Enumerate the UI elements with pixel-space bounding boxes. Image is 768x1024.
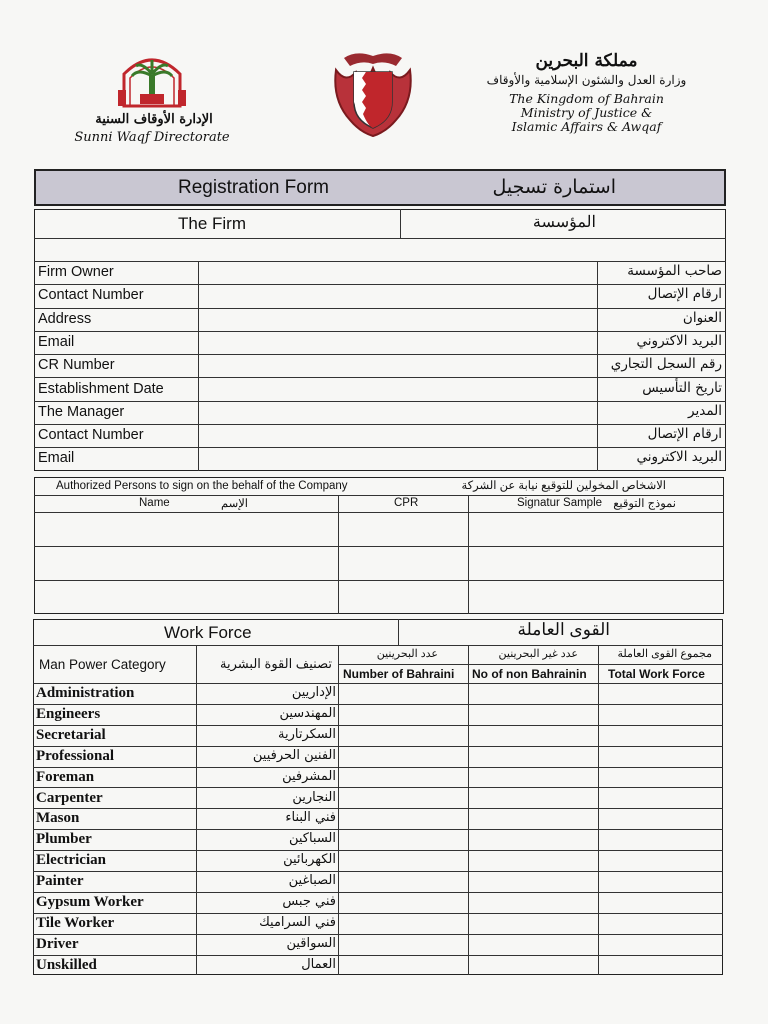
- category-label-ar: الفنين الحرفيين: [252, 747, 336, 763]
- nonbahraini-count-input[interactable]: [468, 725, 598, 746]
- col-nonbahraini-ar: عدد غير البحرينين: [498, 648, 578, 660]
- workforce-title-ar: القوى العاملة: [517, 620, 610, 639]
- total-count-input[interactable]: [598, 913, 728, 934]
- col-nonbahraini-en: No of non Bahrainin: [472, 667, 587, 681]
- total-count-input[interactable]: [598, 788, 728, 809]
- bahraini-count-input[interactable]: [338, 683, 468, 704]
- form-title-en: Registration Form: [178, 177, 329, 198]
- firm-field-label-ar: رقم السجل التجاري: [610, 356, 722, 373]
- firm-title-ar: المؤسسة: [532, 214, 596, 231]
- nonbahraini-count-input[interactable]: [468, 892, 598, 913]
- kingdom-arabic: مملكة البحرين: [535, 51, 638, 71]
- col-bahraini-en: Number of Bahraini: [343, 667, 455, 681]
- category-label-ar: السباكين: [288, 831, 336, 847]
- firm-field-input[interactable]: [198, 331, 598, 354]
- total-count-input[interactable]: [598, 934, 728, 955]
- authorized-title-en: Authorized Persons to sign on the behalf of the Company: [56, 480, 348, 492]
- firm-field-input[interactable]: [198, 401, 598, 424]
- workforce-row: [33, 746, 723, 767]
- nonbahraini-count-input[interactable]: [468, 934, 598, 955]
- workforce-title-en: Work Force: [164, 623, 252, 642]
- bahraini-count-input[interactable]: [338, 934, 468, 955]
- firm-field-input[interactable]: [198, 308, 598, 331]
- firm-field-label-ar: صاحب المؤسسة: [627, 263, 722, 279]
- category-label-en: Administration: [36, 685, 135, 701]
- firm-title-en: The Firm: [178, 214, 246, 233]
- nonbahraini-count-input[interactable]: [468, 746, 598, 767]
- category-label-ar: الإداريين: [291, 685, 336, 700]
- workforce-row: [33, 704, 723, 725]
- bahraini-count-input[interactable]: [338, 850, 468, 871]
- nonbahraini-count-input[interactable]: [468, 788, 598, 809]
- category-label-en: Secretarial: [36, 726, 106, 743]
- category-label-en: Foreman: [36, 768, 95, 785]
- workforce-row: [33, 934, 723, 955]
- firm-field-row: [34, 378, 726, 401]
- col-signature-ar: نموذج التوقيع: [613, 498, 676, 510]
- category-label-en: Professional: [36, 747, 115, 764]
- col-cpr: CPR: [394, 497, 419, 509]
- category-label-ar: النجارين: [292, 789, 336, 805]
- bahraini-count-input[interactable]: [338, 704, 468, 725]
- category-label-ar: المشرفين: [282, 768, 336, 784]
- category-label-ar: الصباغين: [288, 873, 336, 889]
- coat-of-arms-icon: [330, 50, 416, 138]
- firm-field-label-en: Contact Number: [38, 287, 144, 304]
- signer-row[interactable]: [34, 580, 724, 614]
- nonbahraini-count-input[interactable]: [468, 871, 598, 892]
- firm-field-input[interactable]: [198, 378, 598, 401]
- firm-field-row: [34, 354, 726, 377]
- firm-field-label-ar: البريد الاكتروني: [636, 332, 722, 349]
- category-label-ar: السكرتارية: [278, 726, 336, 742]
- ministry-english-2: Islamic Affairs & Awqaf: [511, 119, 662, 134]
- category-label-ar: المهندسين: [279, 705, 336, 721]
- category-label-ar: الكهربائين: [283, 852, 336, 868]
- total-count-input[interactable]: [598, 829, 728, 850]
- form-title-ar: استمارة تسجيل: [492, 176, 616, 198]
- total-count-input[interactable]: [598, 871, 728, 892]
- authorized-title-ar: الاشخاص المخولين للتوقيع نيابة عن الشركة: [461, 480, 666, 492]
- firm-field-row: [34, 308, 726, 331]
- nonbahraini-count-input[interactable]: [468, 808, 598, 829]
- col-bahraini-ar: عدد البحرينين: [376, 648, 438, 660]
- firm-field-label-ar: العنوان: [682, 309, 722, 326]
- waqf-emblem-icon: [116, 50, 188, 108]
- firm-field-label-en: Email: [38, 333, 75, 350]
- firm-field-label-en: Firm Owner: [38, 264, 114, 280]
- firm-field-row: [34, 424, 726, 447]
- firm-field-row: [34, 401, 726, 424]
- firm-field-input[interactable]: [198, 447, 598, 470]
- nonbahraini-count-input[interactable]: [468, 850, 598, 871]
- bahraini-count-input[interactable]: [338, 955, 468, 976]
- total-count-input[interactable]: [598, 955, 728, 976]
- col-category-en: Man Power Category: [39, 657, 166, 672]
- workforce-row: [33, 829, 723, 850]
- firm-field-label-ar: ارقام الإتصال: [647, 426, 722, 443]
- total-count-input[interactable]: [598, 725, 728, 746]
- bahraini-count-input[interactable]: [338, 913, 468, 934]
- category-label-ar: فني البناء: [285, 810, 336, 826]
- workforce-row: [33, 788, 723, 809]
- firm-field-row: [34, 447, 726, 470]
- waqf-arabic-name: الإدارة الأوقاف السنية: [95, 112, 213, 127]
- ministry-logo: [484, 50, 689, 150]
- firm-field-row: [34, 284, 726, 307]
- category-label-en: Plumber: [36, 831, 92, 848]
- category-label-ar: فني السراميك: [259, 914, 336, 930]
- firm-field-input[interactable]: [198, 424, 598, 447]
- category-label-en: Carpenter: [36, 789, 103, 806]
- workforce-row: [33, 871, 723, 892]
- workforce-row: [33, 767, 723, 788]
- col-name-en: Name: [139, 497, 170, 509]
- nonbahraini-count-input[interactable]: [468, 767, 598, 788]
- bahraini-count-input[interactable]: [338, 871, 468, 892]
- ministry-english-1: Ministry of Justice &: [520, 105, 653, 120]
- category-label-ar: فني جبس: [282, 894, 336, 909]
- firm-field-input[interactable]: [198, 284, 598, 307]
- firm-field-row: [34, 331, 726, 354]
- workforce-row: [33, 913, 723, 934]
- bahrain-coat-of-arms: [330, 50, 416, 138]
- kingdom-english: The Kingdom of Bahrain: [509, 91, 664, 106]
- bahraini-count-input[interactable]: [338, 746, 468, 767]
- col-category-ar: تصنيف القوة البشرية: [220, 656, 332, 671]
- total-count-input[interactable]: [598, 808, 728, 829]
- bahraini-count-input[interactable]: [338, 725, 468, 746]
- nonbahraini-count-input[interactable]: [468, 704, 598, 725]
- workforce-row: [33, 955, 723, 976]
- total-count-input[interactable]: [598, 683, 728, 704]
- total-count-input[interactable]: [598, 850, 728, 871]
- workforce-row: [33, 892, 723, 913]
- firm-field-input[interactable]: [198, 261, 598, 284]
- workforce-row: [33, 683, 723, 704]
- category-label-en: Tile Worker: [36, 914, 115, 931]
- firm-field-label-en: Contact Number: [38, 427, 144, 444]
- nonbahraini-count-input[interactable]: [468, 955, 598, 976]
- firm-field-label-en: The Manager: [38, 403, 125, 420]
- firm-field-label-ar: ارقام الإتصال: [647, 286, 722, 303]
- sunni-waqf-logo: [58, 48, 248, 148]
- form-title-bar: [34, 169, 726, 206]
- signer-row[interactable]: [34, 546, 724, 580]
- total-count-input[interactable]: [598, 767, 728, 788]
- ministry-arabic: وزارة العدل والشئون الإسلامية والأوقاف: [486, 73, 687, 87]
- nonbahraini-count-input[interactable]: [468, 829, 598, 850]
- category-label-en: Gypsum Worker: [36, 894, 144, 910]
- firm-field-label-ar: البريد الاكتروني: [636, 449, 722, 466]
- firm-field-label-ar: تاريخ التأسيس: [642, 379, 722, 396]
- workforce-row: [33, 808, 723, 829]
- bahraini-count-input[interactable]: [338, 829, 468, 850]
- category-label-ar: العمال: [301, 956, 336, 972]
- category-label-en: Electrician: [36, 852, 106, 869]
- firm-field-row: [34, 261, 726, 284]
- category-label-en: Painter: [36, 873, 84, 890]
- total-count-input[interactable]: [598, 892, 728, 913]
- total-count-input[interactable]: [598, 746, 728, 767]
- workforce-row: [33, 725, 723, 746]
- bahraini-count-input[interactable]: [338, 808, 468, 829]
- firm-field-input[interactable]: [198, 354, 598, 377]
- col-signature-en: Signatur Sample: [517, 497, 603, 509]
- category-label-en: Unskilled: [36, 956, 97, 973]
- firm-field-label-en: Establishment Date: [38, 380, 164, 397]
- firm-field-label-en: Email: [38, 450, 75, 467]
- bahraini-count-input[interactable]: [338, 767, 468, 788]
- category-label-ar: السواقين: [286, 935, 336, 951]
- total-count-input[interactable]: [598, 704, 728, 725]
- col-name-ar: الإسم: [220, 498, 248, 510]
- bahraini-count-input[interactable]: [338, 788, 468, 809]
- nonbahraini-count-input[interactable]: [468, 913, 598, 934]
- category-label-en: Engineers: [36, 705, 101, 722]
- firm-field-label-en: CR Number: [38, 357, 115, 374]
- col-total-ar: مجموع القوى العاملة: [617, 648, 712, 660]
- bahraini-count-input[interactable]: [338, 892, 468, 913]
- category-label-en: Mason: [36, 810, 80, 827]
- waqf-english-name: Sunni Waqf Directorate: [74, 130, 230, 145]
- signer-row[interactable]: [34, 512, 724, 546]
- firm-field-label-en: Address: [38, 310, 92, 327]
- workforce-row: [33, 850, 723, 871]
- nonbahraini-count-input[interactable]: [468, 683, 598, 704]
- category-label-en: Driver: [36, 935, 79, 952]
- col-total-en: Total Work Force: [608, 667, 705, 681]
- firm-field-label-ar: المدير: [688, 402, 722, 419]
